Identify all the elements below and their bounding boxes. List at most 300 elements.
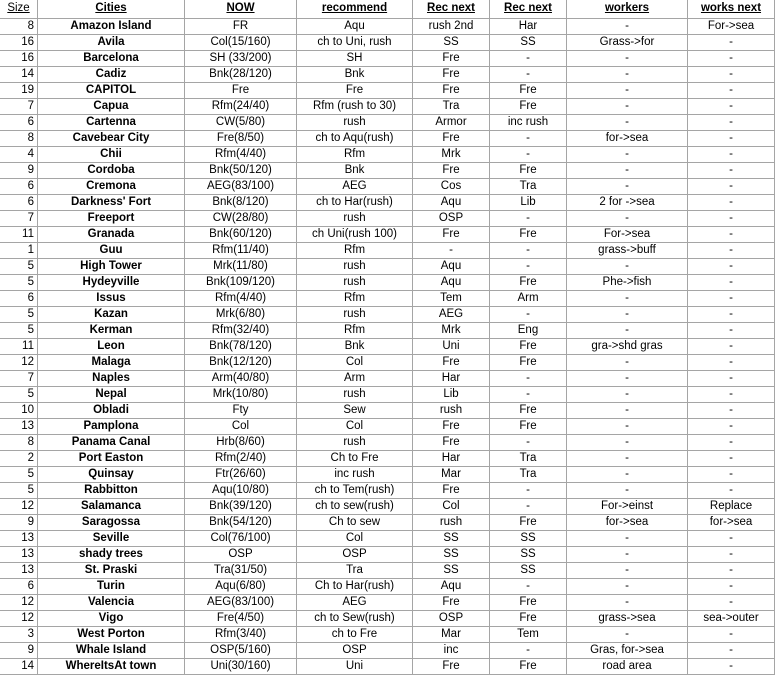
- cell-city[interactable]: Turin: [38, 579, 185, 595]
- cell-city[interactable]: Rabbitton: [38, 483, 185, 499]
- cell-recommend[interactable]: Ch to sew: [297, 515, 413, 531]
- cell-size[interactable]: 5: [0, 307, 38, 323]
- cell-now[interactable]: Fre(8/50): [185, 131, 297, 147]
- cell-works-next[interactable]: -: [688, 483, 775, 499]
- cell-recommend[interactable]: Col: [297, 531, 413, 547]
- cell-size[interactable]: 6: [0, 579, 38, 595]
- cell-workers[interactable]: -: [567, 355, 688, 371]
- cell-now[interactable]: Rfm(24/40): [185, 99, 297, 115]
- cell-now[interactable]: OSP(5/160): [185, 643, 297, 659]
- cell-workers[interactable]: -: [567, 323, 688, 339]
- cell-works-next[interactable]: -: [688, 419, 775, 435]
- cell-rec-next-2[interactable]: -: [490, 211, 567, 227]
- cell-rec-next-1[interactable]: Fre: [413, 131, 490, 147]
- cell-rec-next-2[interactable]: Fre: [490, 339, 567, 355]
- cell-size[interactable]: 19: [0, 83, 38, 99]
- cell-now[interactable]: Col(76/100): [185, 531, 297, 547]
- cell-rec-next-1[interactable]: Aqu: [413, 275, 490, 291]
- cell-size[interactable]: 16: [0, 51, 38, 67]
- cell-rec-next-1[interactable]: Fre: [413, 483, 490, 499]
- cell-now[interactable]: AEG(83/100): [185, 595, 297, 611]
- cell-size[interactable]: 13: [0, 531, 38, 547]
- cell-recommend[interactable]: AEG: [297, 179, 413, 195]
- cell-rec-next-1[interactable]: AEG: [413, 307, 490, 323]
- cell-recommend[interactable]: SH: [297, 51, 413, 67]
- cell-size[interactable]: 6: [0, 179, 38, 195]
- cell-now[interactable]: SH (33/200): [185, 51, 297, 67]
- cell-rec-next-1[interactable]: SS: [413, 35, 490, 51]
- cell-city[interactable]: Nepal: [38, 387, 185, 403]
- cell-size[interactable]: 6: [0, 115, 38, 131]
- cell-rec-next-1[interactable]: Cos: [413, 179, 490, 195]
- cell-city[interactable]: CAPITOL: [38, 83, 185, 99]
- cell-recommend[interactable]: Aqu: [297, 19, 413, 35]
- cell-rec-next-2[interactable]: Tra: [490, 179, 567, 195]
- cell-recommend[interactable]: Ch to Fre: [297, 451, 413, 467]
- cell-works-next[interactable]: For->sea: [688, 19, 775, 35]
- cell-now[interactable]: Bnk(28/120): [185, 67, 297, 83]
- cell-workers[interactable]: -: [567, 595, 688, 611]
- cell-works-next[interactable]: -: [688, 243, 775, 259]
- cell-size[interactable]: 6: [0, 195, 38, 211]
- cell-now[interactable]: Aqu(10/80): [185, 483, 297, 499]
- cell-rec-next-1[interactable]: Fre: [413, 227, 490, 243]
- cell-workers[interactable]: -: [567, 435, 688, 451]
- cell-rec-next-2[interactable]: Fre: [490, 355, 567, 371]
- cell-city[interactable]: Chii: [38, 147, 185, 163]
- cell-works-next[interactable]: -: [688, 323, 775, 339]
- cell-recommend[interactable]: ch to sew(rush): [297, 499, 413, 515]
- cell-recommend[interactable]: Bnk: [297, 67, 413, 83]
- cell-now[interactable]: Mrk(10/80): [185, 387, 297, 403]
- cell-recommend[interactable]: ch to Uni, rush: [297, 35, 413, 51]
- cell-workers[interactable]: -: [567, 403, 688, 419]
- cell-now[interactable]: Hrb(8/60): [185, 435, 297, 451]
- cell-workers[interactable]: -: [567, 99, 688, 115]
- cell-now[interactable]: Bnk(8/120): [185, 195, 297, 211]
- cell-size[interactable]: 12: [0, 355, 38, 371]
- column-header-rec-next-2[interactable]: Rec next: [490, 0, 567, 19]
- cell-rec-next-2[interactable]: SS: [490, 563, 567, 579]
- cell-rec-next-1[interactable]: Fre: [413, 659, 490, 675]
- cell-now[interactable]: Ftr(26/60): [185, 467, 297, 483]
- column-header-recommend[interactable]: recommend: [297, 0, 413, 19]
- cell-workers[interactable]: grass->sea: [567, 611, 688, 627]
- cell-recommend[interactable]: OSP: [297, 643, 413, 659]
- cell-city[interactable]: St. Praski: [38, 563, 185, 579]
- cell-city[interactable]: High Tower: [38, 259, 185, 275]
- cell-rec-next-1[interactable]: Aqu: [413, 259, 490, 275]
- cell-size[interactable]: 2: [0, 451, 38, 467]
- cell-workers[interactable]: -: [567, 627, 688, 643]
- cell-rec-next-2[interactable]: Fre: [490, 595, 567, 611]
- cell-workers[interactable]: For->einst: [567, 499, 688, 515]
- cell-rec-next-2[interactable]: Fre: [490, 419, 567, 435]
- cell-now[interactable]: Uni(30/160): [185, 659, 297, 675]
- cell-rec-next-2[interactable]: Fre: [490, 659, 567, 675]
- cell-city[interactable]: Salamanca: [38, 499, 185, 515]
- cell-city[interactable]: Obladi: [38, 403, 185, 419]
- cell-works-next[interactable]: sea->outer: [688, 611, 775, 627]
- cell-workers[interactable]: -: [567, 387, 688, 403]
- cell-works-next[interactable]: -: [688, 579, 775, 595]
- cell-works-next[interactable]: -: [688, 67, 775, 83]
- cell-rec-next-2[interactable]: SS: [490, 547, 567, 563]
- cell-works-next[interactable]: -: [688, 83, 775, 99]
- cell-rec-next-2[interactable]: Fre: [490, 163, 567, 179]
- cell-recommend[interactable]: Fre: [297, 83, 413, 99]
- cell-workers[interactable]: grass->buff: [567, 243, 688, 259]
- cell-works-next[interactable]: -: [688, 227, 775, 243]
- cell-rec-next-2[interactable]: SS: [490, 35, 567, 51]
- cell-recommend[interactable]: rush: [297, 115, 413, 131]
- cell-recommend[interactable]: Sew: [297, 403, 413, 419]
- cell-rec-next-1[interactable]: OSP: [413, 611, 490, 627]
- cell-rec-next-2[interactable]: -: [490, 131, 567, 147]
- cell-workers[interactable]: -: [567, 259, 688, 275]
- cell-now[interactable]: Rfm(11/40): [185, 243, 297, 259]
- cell-workers[interactable]: -: [567, 147, 688, 163]
- cell-now[interactable]: Arm(40/80): [185, 371, 297, 387]
- cell-workers[interactable]: road area: [567, 659, 688, 675]
- cell-now[interactable]: Rfm(2/40): [185, 451, 297, 467]
- cell-rec-next-1[interactable]: Fre: [413, 67, 490, 83]
- cell-works-next[interactable]: -: [688, 387, 775, 403]
- cell-workers[interactable]: -: [567, 163, 688, 179]
- cell-now[interactable]: Mrk(6/80): [185, 307, 297, 323]
- cell-works-next[interactable]: -: [688, 659, 775, 675]
- cell-rec-next-2[interactable]: Tra: [490, 451, 567, 467]
- cell-works-next[interactable]: -: [688, 435, 775, 451]
- cell-recommend[interactable]: ch to Sew(rush): [297, 611, 413, 627]
- cell-size[interactable]: 16: [0, 35, 38, 51]
- cell-rec-next-2[interactable]: Fre: [490, 275, 567, 291]
- cell-rec-next-1[interactable]: Fre: [413, 83, 490, 99]
- cell-city[interactable]: Cadiz: [38, 67, 185, 83]
- cell-rec-next-2[interactable]: -: [490, 259, 567, 275]
- cell-size[interactable]: 14: [0, 659, 38, 675]
- cell-works-next[interactable]: Replace: [688, 499, 775, 515]
- cell-size[interactable]: 7: [0, 371, 38, 387]
- cell-size[interactable]: 5: [0, 483, 38, 499]
- cell-recommend[interactable]: rush: [297, 387, 413, 403]
- cell-works-next[interactable]: for->sea: [688, 515, 775, 531]
- cell-rec-next-1[interactable]: Har: [413, 371, 490, 387]
- cell-now[interactable]: Rfm(3/40): [185, 627, 297, 643]
- cell-now[interactable]: Bnk(12/120): [185, 355, 297, 371]
- cell-now[interactable]: Rfm(32/40): [185, 323, 297, 339]
- cell-recommend[interactable]: rush: [297, 307, 413, 323]
- cell-recommend[interactable]: ch to Tem(rush): [297, 483, 413, 499]
- cell-rec-next-1[interactable]: Fre: [413, 355, 490, 371]
- cell-city[interactable]: Granada: [38, 227, 185, 243]
- cell-workers[interactable]: -: [567, 115, 688, 131]
- cell-recommend[interactable]: Rfm: [297, 147, 413, 163]
- cell-rec-next-2[interactable]: Fre: [490, 611, 567, 627]
- cell-rec-next-2[interactable]: Lib: [490, 195, 567, 211]
- cell-city[interactable]: Capua: [38, 99, 185, 115]
- cell-now[interactable]: Fty: [185, 403, 297, 419]
- cell-rec-next-2[interactable]: -: [490, 435, 567, 451]
- cell-works-next[interactable]: -: [688, 259, 775, 275]
- cell-recommend[interactable]: Bnk: [297, 339, 413, 355]
- column-header-now[interactable]: NOW: [185, 0, 297, 19]
- cell-city[interactable]: Avila: [38, 35, 185, 51]
- cell-recommend[interactable]: Arm: [297, 371, 413, 387]
- cell-now[interactable]: Col(15/160): [185, 35, 297, 51]
- cell-now[interactable]: CW(28/80): [185, 211, 297, 227]
- cell-now[interactable]: Bnk(54/120): [185, 515, 297, 531]
- cell-rec-next-1[interactable]: OSP: [413, 211, 490, 227]
- cell-recommend[interactable]: Rfm (rush to 30): [297, 99, 413, 115]
- cell-workers[interactable]: -: [567, 51, 688, 67]
- cell-city[interactable]: Kazan: [38, 307, 185, 323]
- cell-size[interactable]: 11: [0, 339, 38, 355]
- cell-size[interactable]: 12: [0, 595, 38, 611]
- cell-rec-next-2[interactable]: Arm: [490, 291, 567, 307]
- cell-works-next[interactable]: -: [688, 51, 775, 67]
- cell-rec-next-2[interactable]: Fre: [490, 83, 567, 99]
- cell-city[interactable]: Seville: [38, 531, 185, 547]
- cell-size[interactable]: 10: [0, 403, 38, 419]
- cell-recommend[interactable]: ch to Fre: [297, 627, 413, 643]
- cell-rec-next-1[interactable]: Armor: [413, 115, 490, 131]
- cell-city[interactable]: Panama Canal: [38, 435, 185, 451]
- cell-now[interactable]: FR: [185, 19, 297, 35]
- cell-recommend[interactable]: Rfm: [297, 291, 413, 307]
- cell-works-next[interactable]: -: [688, 355, 775, 371]
- cell-city[interactable]: Cavebear City: [38, 131, 185, 147]
- cell-workers[interactable]: For->sea: [567, 227, 688, 243]
- cell-works-next[interactable]: -: [688, 403, 775, 419]
- cell-rec-next-1[interactable]: Fre: [413, 51, 490, 67]
- cell-city[interactable]: Port Easton: [38, 451, 185, 467]
- cell-size[interactable]: 5: [0, 323, 38, 339]
- cell-now[interactable]: CW(5/80): [185, 115, 297, 131]
- cell-size[interactable]: 13: [0, 419, 38, 435]
- cell-size[interactable]: 8: [0, 131, 38, 147]
- cell-recommend[interactable]: Rfm: [297, 323, 413, 339]
- column-header-size[interactable]: Size: [0, 0, 38, 19]
- cell-city[interactable]: Whale Island: [38, 643, 185, 659]
- cell-city[interactable]: Leon: [38, 339, 185, 355]
- cell-size[interactable]: 5: [0, 275, 38, 291]
- cell-size[interactable]: 14: [0, 67, 38, 83]
- cell-size[interactable]: 8: [0, 435, 38, 451]
- cell-recommend[interactable]: ch to Aqu(rush): [297, 131, 413, 147]
- cell-recommend[interactable]: Ch to Har(rush): [297, 579, 413, 595]
- cell-workers[interactable]: -: [567, 467, 688, 483]
- cell-recommend[interactable]: rush: [297, 211, 413, 227]
- cell-rec-next-1[interactable]: Fre: [413, 595, 490, 611]
- cell-workers[interactable]: -: [567, 19, 688, 35]
- cell-recommend[interactable]: Bnk: [297, 163, 413, 179]
- cell-rec-next-2[interactable]: SS: [490, 531, 567, 547]
- cell-city[interactable]: Malaga: [38, 355, 185, 371]
- cell-city[interactable]: Freeport: [38, 211, 185, 227]
- cell-now[interactable]: Fre: [185, 83, 297, 99]
- cell-rec-next-2[interactable]: -: [490, 643, 567, 659]
- cell-recommend[interactable]: rush: [297, 259, 413, 275]
- cell-workers[interactable]: -: [567, 531, 688, 547]
- cell-rec-next-2[interactable]: Har: [490, 19, 567, 35]
- cell-city[interactable]: Valencia: [38, 595, 185, 611]
- cell-rec-next-1[interactable]: -: [413, 243, 490, 259]
- cell-rec-next-1[interactable]: Mar: [413, 467, 490, 483]
- cell-city[interactable]: Vigo: [38, 611, 185, 627]
- cell-works-next[interactable]: -: [688, 179, 775, 195]
- cell-rec-next-2[interactable]: -: [490, 147, 567, 163]
- cell-works-next[interactable]: -: [688, 275, 775, 291]
- cell-workers[interactable]: -: [567, 291, 688, 307]
- cell-city[interactable]: Issus: [38, 291, 185, 307]
- cell-workers[interactable]: -: [567, 563, 688, 579]
- cell-works-next[interactable]: -: [688, 211, 775, 227]
- cell-rec-next-1[interactable]: rush 2nd: [413, 19, 490, 35]
- cell-workers[interactable]: gra->shd gras: [567, 339, 688, 355]
- cell-size[interactable]: 13: [0, 563, 38, 579]
- cell-works-next[interactable]: -: [688, 451, 775, 467]
- cell-city[interactable]: Cordoba: [38, 163, 185, 179]
- cell-workers[interactable]: -: [567, 483, 688, 499]
- column-header-cities[interactable]: Cities: [38, 0, 185, 19]
- cell-rec-next-1[interactable]: inc: [413, 643, 490, 659]
- cell-city[interactable]: Cremona: [38, 179, 185, 195]
- cell-city[interactable]: Guu: [38, 243, 185, 259]
- cell-now[interactable]: Bnk(109/120): [185, 275, 297, 291]
- cell-now[interactable]: Bnk(50/120): [185, 163, 297, 179]
- cell-size[interactable]: 5: [0, 467, 38, 483]
- cell-size[interactable]: 9: [0, 515, 38, 531]
- cell-now[interactable]: Aqu(6/80): [185, 579, 297, 595]
- cell-size[interactable]: 12: [0, 611, 38, 627]
- cell-city[interactable]: Pamplona: [38, 419, 185, 435]
- cell-works-next[interactable]: -: [688, 339, 775, 355]
- cell-workers[interactable]: -: [567, 67, 688, 83]
- cell-size[interactable]: 5: [0, 259, 38, 275]
- cell-works-next[interactable]: -: [688, 131, 775, 147]
- cell-workers[interactable]: -: [567, 419, 688, 435]
- cell-rec-next-1[interactable]: SS: [413, 563, 490, 579]
- cell-works-next[interactable]: -: [688, 307, 775, 323]
- cell-size[interactable]: 11: [0, 227, 38, 243]
- cell-rec-next-2[interactable]: -: [490, 307, 567, 323]
- cell-city[interactable]: Cartenna: [38, 115, 185, 131]
- cell-recommend[interactable]: rush: [297, 435, 413, 451]
- cell-size[interactable]: 4: [0, 147, 38, 163]
- cell-works-next[interactable]: -: [688, 595, 775, 611]
- cell-rec-next-1[interactable]: SS: [413, 531, 490, 547]
- cell-rec-next-1[interactable]: Lib: [413, 387, 490, 403]
- cell-size[interactable]: 1: [0, 243, 38, 259]
- cell-workers[interactable]: -: [567, 451, 688, 467]
- cell-city[interactable]: Quinsay: [38, 467, 185, 483]
- cell-workers[interactable]: -: [567, 547, 688, 563]
- cell-works-next[interactable]: -: [688, 147, 775, 163]
- cell-rec-next-2[interactable]: Tem: [490, 627, 567, 643]
- cell-now[interactable]: Bnk(60/120): [185, 227, 297, 243]
- cell-recommend[interactable]: AEG: [297, 595, 413, 611]
- cell-rec-next-2[interactable]: -: [490, 67, 567, 83]
- cell-rec-next-1[interactable]: Mrk: [413, 147, 490, 163]
- cell-now[interactable]: Tra(31/50): [185, 563, 297, 579]
- cell-works-next[interactable]: -: [688, 531, 775, 547]
- cell-workers[interactable]: 2 for ->sea: [567, 195, 688, 211]
- cell-workers[interactable]: Grass->for: [567, 35, 688, 51]
- cell-works-next[interactable]: -: [688, 35, 775, 51]
- cell-size[interactable]: 5: [0, 387, 38, 403]
- cell-workers[interactable]: -: [567, 579, 688, 595]
- cell-works-next[interactable]: -: [688, 547, 775, 563]
- cell-works-next[interactable]: -: [688, 291, 775, 307]
- cell-works-next[interactable]: -: [688, 163, 775, 179]
- cell-recommend[interactable]: rush: [297, 275, 413, 291]
- cell-city[interactable]: Amazon Island: [38, 19, 185, 35]
- cell-rec-next-1[interactable]: Fre: [413, 419, 490, 435]
- cell-city[interactable]: Hydeyville: [38, 275, 185, 291]
- cell-rec-next-2[interactable]: -: [490, 51, 567, 67]
- cell-workers[interactable]: -: [567, 179, 688, 195]
- cell-size[interactable]: 12: [0, 499, 38, 515]
- cell-rec-next-2[interactable]: Fre: [490, 227, 567, 243]
- cell-works-next[interactable]: -: [688, 563, 775, 579]
- cell-rec-next-2[interactable]: -: [490, 579, 567, 595]
- cell-now[interactable]: Rfm(4/40): [185, 147, 297, 163]
- cell-city[interactable]: Naples: [38, 371, 185, 387]
- cell-size[interactable]: 13: [0, 547, 38, 563]
- cell-works-next[interactable]: -: [688, 115, 775, 131]
- cell-rec-next-1[interactable]: Tem: [413, 291, 490, 307]
- cell-now[interactable]: Fre(4/50): [185, 611, 297, 627]
- cell-recommend[interactable]: Rfm: [297, 243, 413, 259]
- column-header-works-next[interactable]: works next: [688, 0, 775, 19]
- cell-rec-next-2[interactable]: -: [490, 387, 567, 403]
- cell-city[interactable]: WhereItsAt town: [38, 659, 185, 675]
- cell-works-next[interactable]: -: [688, 643, 775, 659]
- cell-city[interactable]: Barcelona: [38, 51, 185, 67]
- cell-recommend[interactable]: ch Uni(rush 100): [297, 227, 413, 243]
- column-header-workers[interactable]: workers: [567, 0, 688, 19]
- cell-recommend[interactable]: Col: [297, 355, 413, 371]
- cell-rec-next-1[interactable]: Fre: [413, 435, 490, 451]
- cell-now[interactable]: Bnk(39/120): [185, 499, 297, 515]
- cell-workers[interactable]: -: [567, 83, 688, 99]
- cell-size[interactable]: 6: [0, 291, 38, 307]
- cell-rec-next-1[interactable]: Har: [413, 451, 490, 467]
- cell-rec-next-1[interactable]: Col: [413, 499, 490, 515]
- cell-workers[interactable]: -: [567, 307, 688, 323]
- cell-workers[interactable]: -: [567, 371, 688, 387]
- cell-works-next[interactable]: -: [688, 195, 775, 211]
- cell-rec-next-1[interactable]: SS: [413, 547, 490, 563]
- cell-workers[interactable]: for->sea: [567, 515, 688, 531]
- cell-size[interactable]: 7: [0, 99, 38, 115]
- cell-rec-next-1[interactable]: Tra: [413, 99, 490, 115]
- cell-size[interactable]: 7: [0, 211, 38, 227]
- cell-recommend[interactable]: Col: [297, 419, 413, 435]
- cell-rec-next-2[interactable]: -: [490, 483, 567, 499]
- cell-city[interactable]: Kerman: [38, 323, 185, 339]
- cell-rec-next-2[interactable]: Eng: [490, 323, 567, 339]
- cell-size[interactable]: 3: [0, 627, 38, 643]
- cell-rec-next-1[interactable]: Aqu: [413, 195, 490, 211]
- cell-works-next[interactable]: -: [688, 627, 775, 643]
- cell-recommend[interactable]: inc rush: [297, 467, 413, 483]
- cell-workers[interactable]: Gras, for->sea: [567, 643, 688, 659]
- cell-city[interactable]: Saragossa: [38, 515, 185, 531]
- cell-rec-next-1[interactable]: Aqu: [413, 579, 490, 595]
- cell-size[interactable]: 8: [0, 19, 38, 35]
